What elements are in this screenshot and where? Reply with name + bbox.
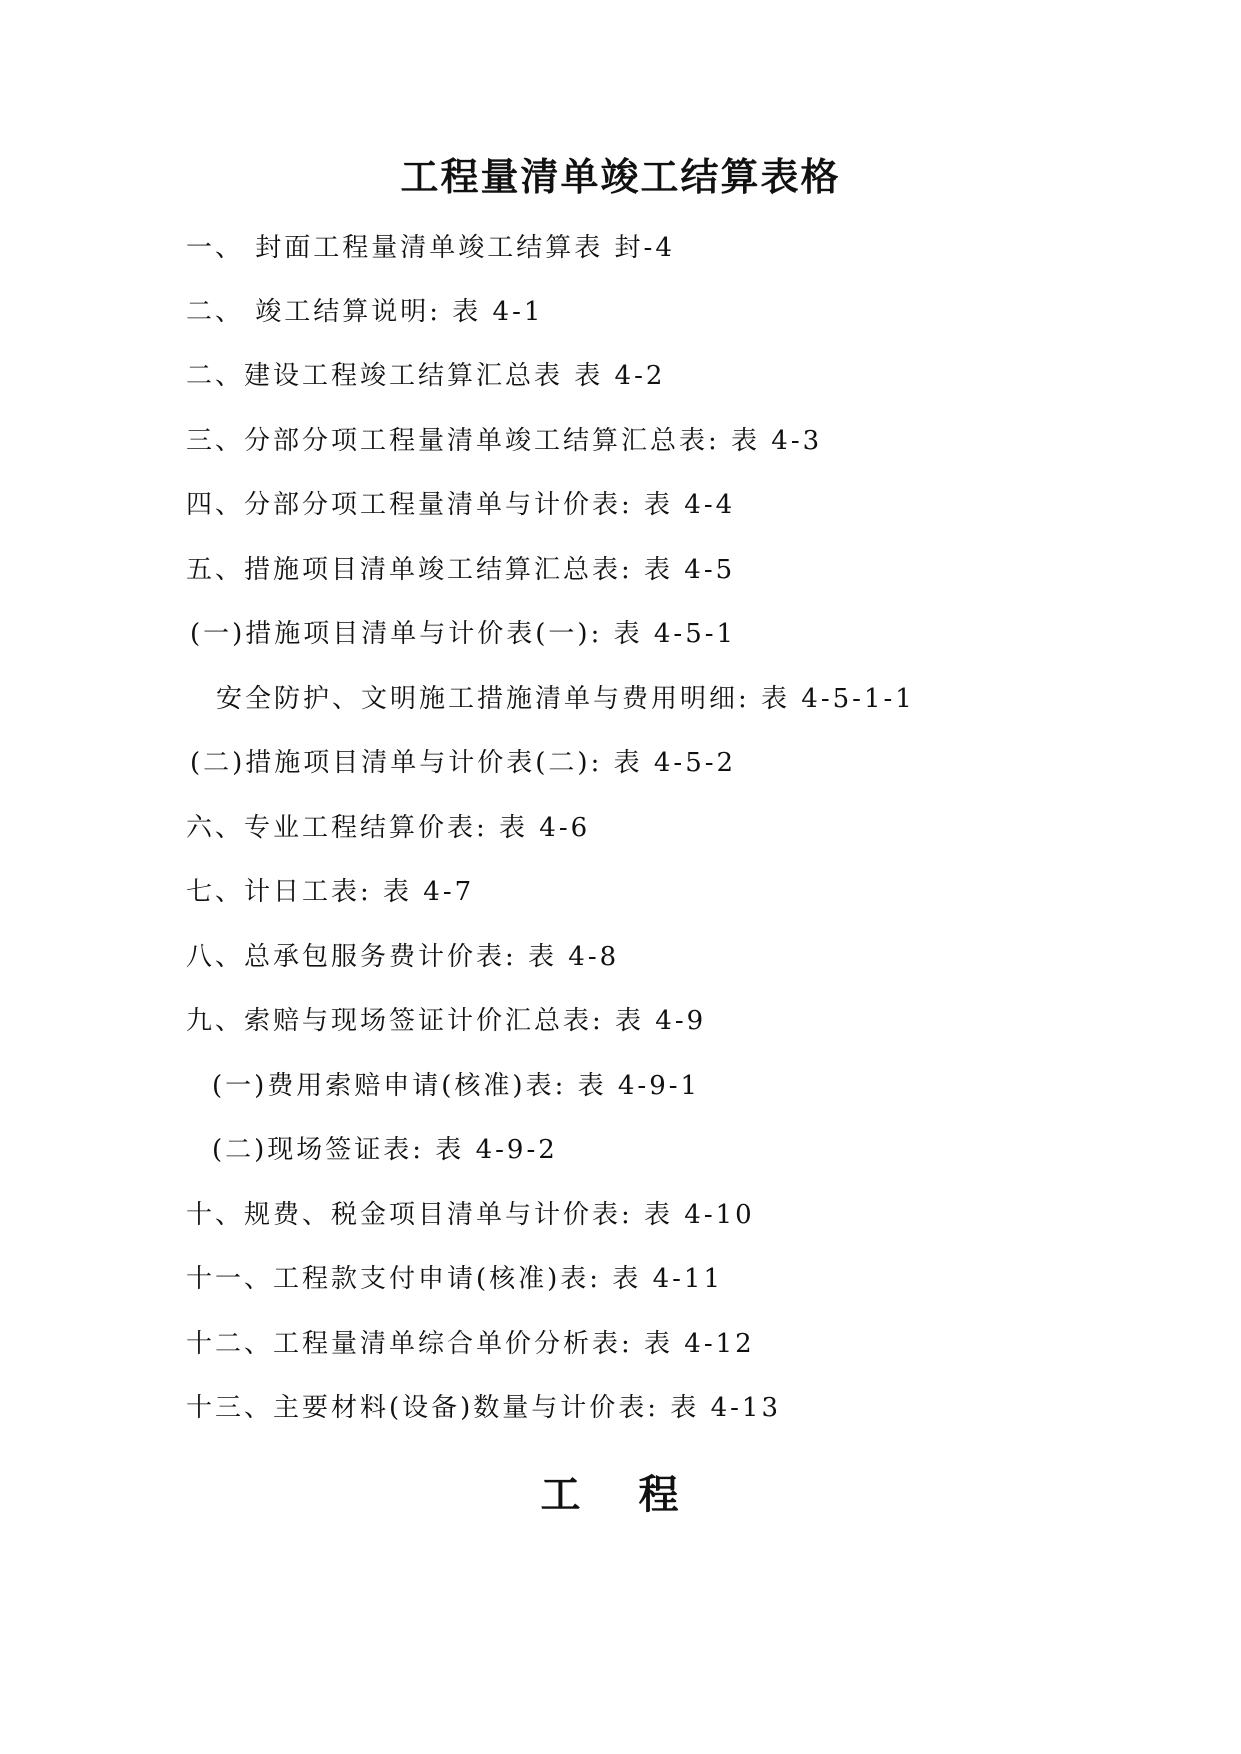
toc-item: (二)现场签证表: 表 4-9-2: [212, 1135, 558, 1165]
toc-item: 十一、工程款支付申请(核准)表: 表 4-11: [186, 1264, 723, 1294]
toc-item: (二)措施项目清单与计价表(二): 表 4-5-2: [190, 748, 737, 778]
toc-item: 十二、工程量清单综合单价分析表: 表 4-12: [186, 1329, 755, 1359]
toc-item: 十三、主要材料(设备)数量与计价表: 表 4-13: [186, 1393, 781, 1423]
toc-item: (一)措施项目清单与计价表(一): 表 4-5-1: [190, 619, 737, 649]
toc-item: 二、 竣工结算说明: 表 4-1: [186, 297, 544, 327]
toc-item: 八、总承包服务费计价表: 表 4-8: [186, 942, 620, 972]
toc-item: 十、规费、税金项目清单与计价表: 表 4-10: [186, 1200, 755, 1230]
toc-item: 四、分部分项工程量清单与计价表: 表 4-4: [186, 490, 736, 520]
toc-item: 六、专业工程结算价表: 表 4-6: [186, 813, 591, 843]
toc-item: 安全防护、文明施工措施清单与费用明细: 表 4-5-1-1: [216, 684, 915, 714]
toc-item: 七、计日工表: 表 4-7: [186, 877, 475, 907]
toc-item: 一、 封面工程量清单竣工结算表 封-4: [186, 233, 675, 263]
toc-item: 九、索赔与现场签证计价汇总表: 表 4-9: [186, 1006, 707, 1036]
toc-item: 二、建设工程竣工结算汇总表 表 4-2: [186, 361, 666, 391]
document-title: 工程量清单竣工结算表格: [400, 154, 841, 199]
toc-item: 五、措施项目清单竣工结算汇总表: 表 4-5: [186, 555, 736, 585]
toc-item: (一)费用索赔申请(核准)表: 表 4-9-1: [212, 1071, 701, 1101]
toc-item: 三、分部分项工程量清单竣工结算汇总表: 表 4-3: [186, 426, 823, 456]
section-heading: 工 程: [540, 1471, 701, 1518]
